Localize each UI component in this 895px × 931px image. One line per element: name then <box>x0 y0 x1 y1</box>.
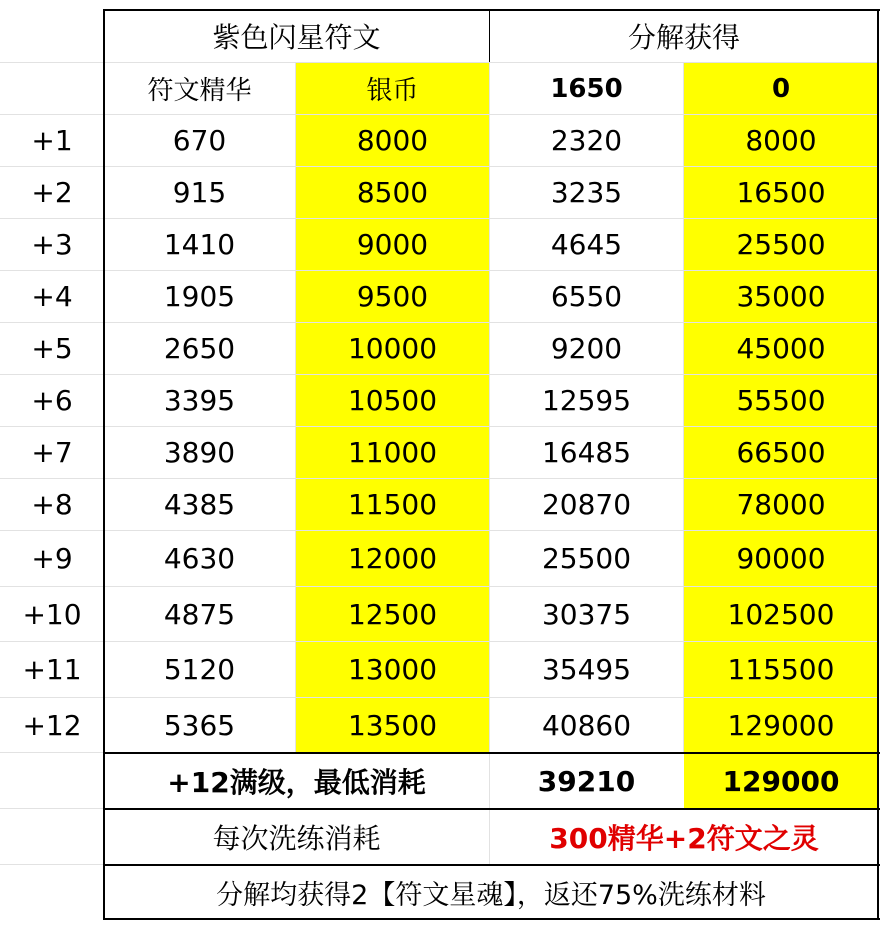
cell-essence: 3395 <box>163 384 236 417</box>
row-level-label: +2 <box>31 176 73 209</box>
cell-silver: 11500 <box>296 479 489 530</box>
cell-silver: 10500 <box>296 375 489 426</box>
cell-decomp-silver: 78000 <box>684 479 878 530</box>
cell-essence: 2650 <box>163 332 236 365</box>
cell-silver: 11000 <box>296 427 489 478</box>
summary-silver: 129000 <box>684 754 878 808</box>
cell-decomp-silver: 66500 <box>684 427 878 478</box>
cell-decomp-essence: 9200 <box>550 332 623 365</box>
col-header-decomp-silver: 0 <box>684 63 878 114</box>
cell-decomp-essence: 3235 <box>550 176 623 209</box>
cell-silver: 13500 <box>296 698 489 752</box>
cell-silver: 13000 <box>296 642 489 697</box>
cell-decomp-silver: 25500 <box>684 219 878 270</box>
cell-decomp-essence: 12595 <box>541 384 632 417</box>
row-level-label: +9 <box>31 542 73 575</box>
refine-label: 每次洗练消耗 <box>212 822 381 855</box>
cell-decomp-essence: 4645 <box>550 228 623 261</box>
cell-decomp-essence: 20870 <box>541 488 632 521</box>
cell-decomp-essence: 6550 <box>550 280 623 313</box>
cell-decomp-silver: 129000 <box>684 698 878 752</box>
row-level-label: +7 <box>31 436 73 469</box>
cell-decomp-silver: 115500 <box>684 642 878 697</box>
row-level-label: +10 <box>22 597 82 631</box>
row-level-label: +5 <box>31 332 73 365</box>
cell-decomp-silver: 35000 <box>684 271 878 322</box>
decompose-note: 分解均获得2【符文星魂】，返还75%洗练材料 <box>216 879 766 911</box>
cell-silver: 12000 <box>296 531 489 586</box>
row-level-label: +8 <box>31 488 73 521</box>
cell-silver: 9500 <box>296 271 489 322</box>
row-level-label: +11 <box>22 653 82 686</box>
cell-essence: 670 <box>172 124 227 157</box>
cell-decomp-silver: 16500 <box>684 167 878 218</box>
summary-essence: 39210 <box>537 764 636 798</box>
row-level-label: +1 <box>31 124 73 157</box>
cell-essence: 4385 <box>163 488 236 521</box>
col-header-essence: 符文精华 <box>147 76 252 106</box>
cell-decomp-essence: 30375 <box>541 597 632 631</box>
cell-essence: 1410 <box>163 228 236 261</box>
row-level-label: +4 <box>31 280 73 313</box>
row-level-label: +3 <box>31 228 73 261</box>
cell-decomp-essence: 35495 <box>541 653 632 686</box>
col-header-decomp-essence: 1650 <box>550 73 623 104</box>
cell-essence: 5120 <box>163 653 236 686</box>
row-level-label: +6 <box>31 384 73 417</box>
cell-decomp-essence: 25500 <box>541 542 632 575</box>
cell-silver: 8000 <box>296 115 489 166</box>
cell-essence: 915 <box>172 176 227 209</box>
cell-decomp-essence: 40860 <box>541 708 632 742</box>
cell-essence: 1905 <box>163 280 236 313</box>
cell-silver: 8500 <box>296 167 489 218</box>
cell-silver: 12500 <box>296 587 489 641</box>
cell-decomp-essence: 2320 <box>550 124 623 157</box>
cell-essence: 4875 <box>163 597 236 631</box>
cell-decomp-essence: 16485 <box>541 436 632 469</box>
cell-essence: 3890 <box>163 436 236 469</box>
row-level-label: +12 <box>22 708 82 742</box>
cell-essence: 5365 <box>163 708 236 742</box>
cell-decomp-silver: 90000 <box>684 531 878 586</box>
cell-decomp-silver: 55500 <box>684 375 878 426</box>
col-header-silver: 银币 <box>296 63 489 114</box>
summary-label: +12满级，最低消耗 <box>167 766 426 799</box>
cell-silver: 9000 <box>296 219 489 270</box>
group-header-rune: 紫色闪星符文 <box>212 21 381 54</box>
refine-value: 300精华+2符文之灵 <box>549 822 819 855</box>
cell-silver: 10000 <box>296 323 489 374</box>
cell-decomp-silver: 45000 <box>684 323 878 374</box>
cell-essence: 4630 <box>163 542 236 575</box>
cell-decomp-silver: 8000 <box>684 115 878 166</box>
group-header-decompose: 分解获得 <box>627 21 740 54</box>
cell-decomp-silver: 102500 <box>684 587 878 641</box>
